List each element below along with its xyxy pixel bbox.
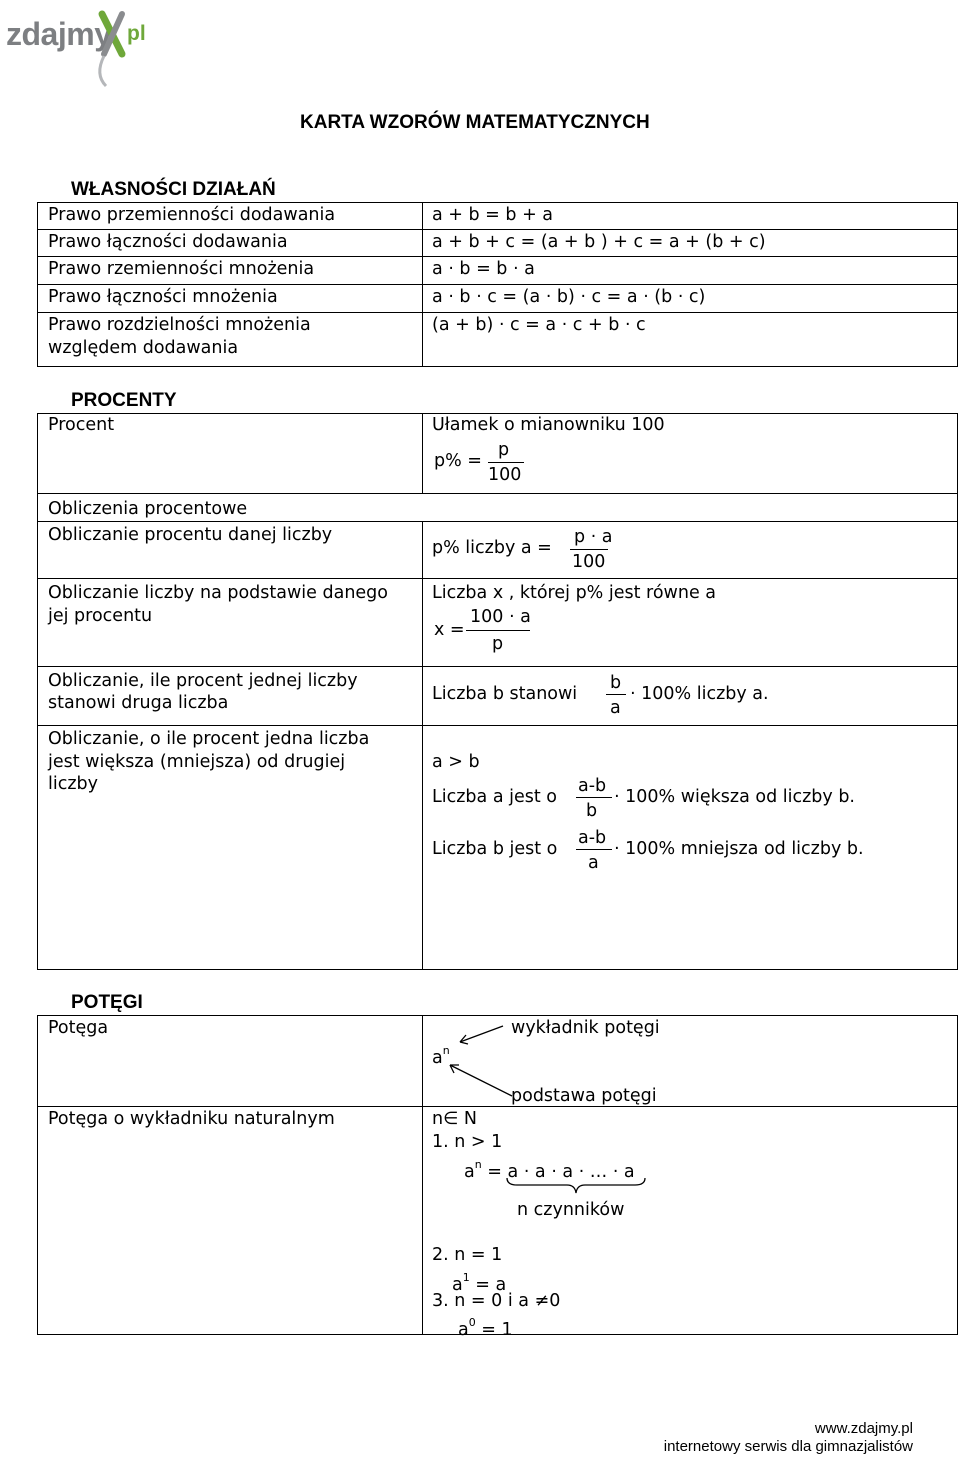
calc-label: Obliczanie liczby na podstawie danego [48,583,388,603]
condition: a > b [432,752,480,772]
base-label: podstawa potęgi [511,1086,657,1106]
row-divider [37,666,958,667]
rule-name: Prawo rzemienności mnożenia [48,259,315,279]
formula-text: Liczba a jest o [432,787,557,807]
fraction-numerator: p ⋅ a [574,527,613,547]
row-divider [37,521,958,522]
formula-lhs: p% = [434,451,482,471]
formula-text: Liczba b jest o [432,839,558,859]
calc-label: Obliczanie, o ile procent jedna liczba [48,729,370,749]
subsection-label: Obliczenia procentowe [48,499,248,519]
calc-label-cont: jej procentu [48,606,153,626]
fraction-numerator: p [498,440,510,460]
rule-formula: (a + b) ⋅ c = a ⋅ c + b ⋅ c [432,315,646,335]
row-divider [37,229,958,230]
fraction-denominator: a [588,853,599,873]
arrow-icon [440,1020,520,1110]
potega-label: Potęga [48,1018,109,1038]
power-exponent: n [442,1044,450,1057]
brace-label: n czynników [517,1200,625,1220]
power-exponent: 1 [462,1271,470,1284]
fraction-denominator: p [492,634,504,654]
fraction-bar [576,797,612,798]
rule-formula: a ⋅ b = b ⋅ a [432,259,535,279]
row-divider [37,312,958,313]
rule-formula: a + b = b + a [432,205,554,225]
power-rhs: = a [469,1275,507,1295]
fraction-bar [576,849,612,850]
rule-name: Prawo przemienności dodawania [48,205,336,225]
power-exponent: 0 [468,1316,476,1329]
fraction-denominator: b [586,801,598,821]
logo-text: zdajmy [6,16,112,52]
column-divider [422,521,423,970]
fraction-denominator: 100 [488,465,522,485]
power-rhs: = 1 [475,1320,513,1340]
power-base: a [464,1162,475,1182]
naturalny-label: Potęga o wykładniku naturalnym [48,1109,335,1129]
rule-name-cont: względem dodawania [48,338,239,358]
rule-name: Prawo łączności mnożenia [48,287,278,307]
fraction-bar [606,694,626,695]
column-divider [422,413,423,493]
section-heading-wlasnosci: WŁASNOŚCI DZIAŁAŃ [71,179,276,200]
power-base: a [458,1320,469,1340]
rule-name: Prawo rozdzielności mnożenia [48,315,311,335]
power-base: a [432,1048,443,1068]
fraction-numerator: a-b [578,776,607,796]
rule-formula: a + b + c = (a + b ) + c = a + (b + c) [432,232,766,252]
row-divider [37,284,958,285]
exponent-label: wykładnik potęgi [511,1018,660,1038]
procent-label: Procent [48,415,115,435]
fraction-bar [466,630,530,631]
brace-icon [505,1176,647,1196]
section-heading-procenty: PROCENTY [71,390,177,411]
calc-label-cont: liczby [48,774,98,794]
formula-lhs: x = [434,620,465,640]
case-3: 3. n = 0 i a ≠0 [432,1291,561,1311]
row-divider [37,725,958,726]
calc-label: Obliczanie, ile procent jednej liczby [48,671,358,691]
calc-label-cont: jest większa (mniejsza) od drugiej [48,752,346,772]
calc-label: Obliczanie procentu danej liczby [48,525,333,545]
section-heading-potegi: POTĘGI [71,992,143,1013]
case-1: 1. n > 1 [432,1132,503,1152]
footer-tagline: internetowy serwis dla gimnazjalistów [663,1438,913,1455]
formula-text: Liczba b stanowi [432,684,578,704]
fraction-numerator: 100 ⋅ a [470,607,531,627]
formula-text: ⋅ 100% większa od liczby b. [614,787,855,807]
row-divider [37,578,958,579]
procent-desc: Ułamek o mianowniku 100 [432,415,665,435]
footer-url[interactable]: www.zdajmy.pl [814,1420,913,1437]
case-2: 2. n = 1 [432,1245,503,1265]
formula-text: ⋅ 100% liczby a. [630,684,769,704]
calc-label-cont: stanowi druga liczba [48,693,229,713]
column-divider [422,1015,423,1335]
row-divider [37,256,958,257]
fraction-denominator: a [610,698,621,718]
calc-desc: Liczba x , której p% jest równe a [432,583,717,603]
power-rhs: = a ⋅ a ⋅ a ⋅ … ⋅ a [481,1162,635,1182]
power-exponent: n [474,1158,482,1171]
condition: n∈ N [432,1109,477,1129]
logo-suffix: pl [127,22,146,45]
fraction-bar [488,462,524,463]
formula-lhs: p% liczby a = [432,538,552,558]
rule-name: Prawo łączności dodawania [48,232,288,252]
fraction-numerator: a-b [578,828,607,848]
power-base: a [452,1275,463,1295]
rule-formula: a ⋅ b ⋅ c = (a ⋅ b) ⋅ c = a ⋅ (b ⋅ c) [432,287,706,307]
logo-x-mark [92,6,132,88]
fraction-bar [570,549,608,550]
case-3-formula [458,1312,513,1341]
page-title: KARTA WZORÓW MATEMATYCZNYCH [300,112,650,133]
fraction-numerator: b [610,673,622,693]
fraction-denominator: 100 [572,552,606,572]
row-divider [37,493,958,494]
formula-text: ⋅ 100% mniejsza od liczby b. [614,839,864,859]
